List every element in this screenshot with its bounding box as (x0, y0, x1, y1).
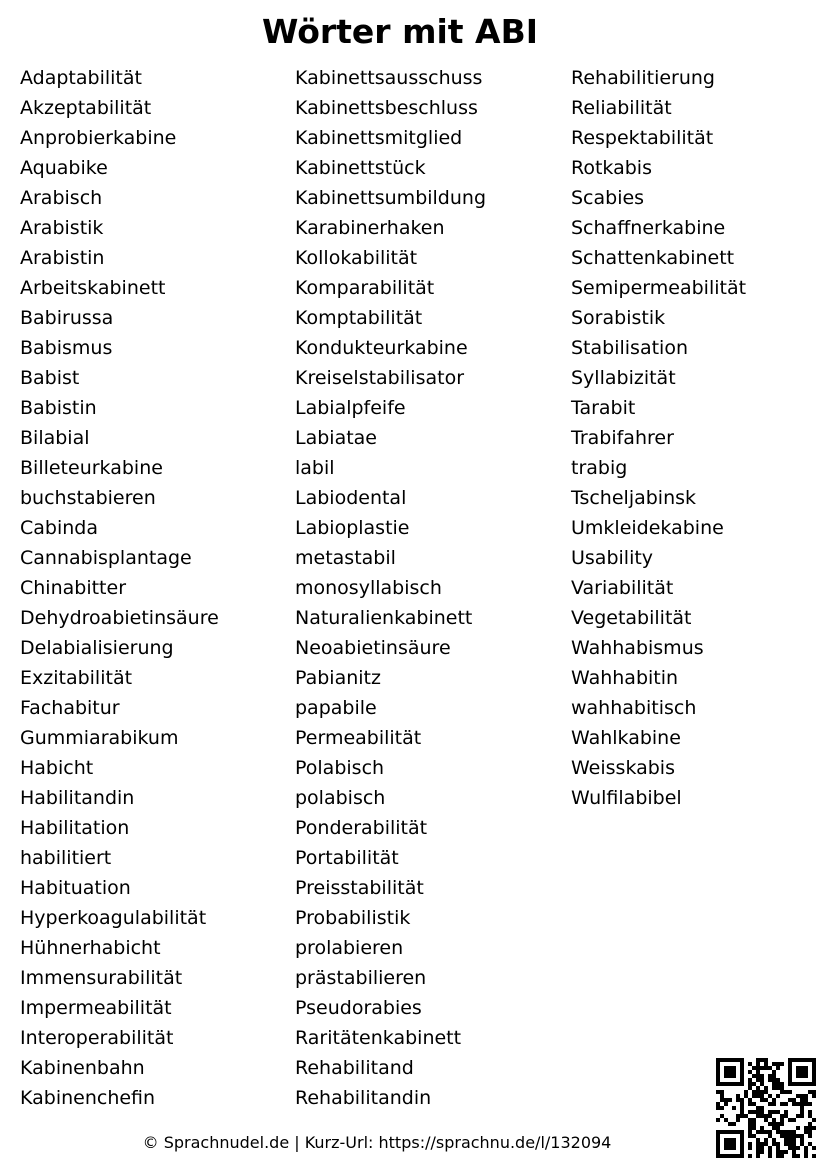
word-item: prolabieren (295, 937, 404, 959)
word-item: Billeteurkabine (20, 457, 163, 479)
word-item: Habicht (20, 757, 94, 779)
footer-credit: © Sprachnudel.de | Kurz-Url: https://sprachnu.de/l/132094 (142, 1133, 612, 1152)
word-item: Naturalienkabinett (295, 607, 473, 629)
word-item: Wahhabismus (571, 637, 704, 659)
word-item: Habilitandin (20, 787, 135, 809)
word-item: Arabistik (20, 217, 104, 239)
word-item: Fachabitur (20, 697, 120, 719)
word-item: Gummiarabikum (20, 727, 179, 749)
word-item: Immensurabilität (20, 967, 183, 989)
word-item: Polabisch (295, 757, 385, 779)
word-column-3 (571, 63, 746, 813)
word-item: Cannabisplantage (20, 547, 192, 569)
word-item: metastabil (295, 547, 396, 569)
word-item: Kabinenbahn (20, 1057, 145, 1079)
qr-code-icon (716, 1058, 816, 1158)
word-item: Vegetabilität (571, 607, 692, 629)
word-item: Rotkabis (571, 157, 652, 179)
word-column-1 (20, 63, 219, 1113)
word-item: Kabinettsausschuss (295, 67, 483, 89)
word-item: Kondukteurkabine (295, 337, 468, 359)
word-item: Reliabilität (571, 97, 672, 119)
word-item: Akzeptabilität (20, 97, 152, 119)
word-item: Schattenkabinett (571, 247, 735, 269)
word-item: Rehabilitand (295, 1057, 414, 1079)
word-item: Rehabilitandin (295, 1087, 432, 1109)
word-item: Arabisch (20, 187, 103, 209)
word-item: Babirussa (20, 307, 114, 329)
word-item: Labialpfeife (295, 397, 406, 419)
word-item: Labiodental (295, 487, 407, 509)
word-item: Komptabilität (295, 307, 423, 329)
word-item: Sorabistik (571, 307, 666, 329)
word-item: Probabilistik (295, 907, 411, 929)
word-item: Rehabilitierung (571, 67, 715, 89)
word-item: Karabinerhaken (295, 217, 445, 239)
word-item: Babistin (20, 397, 97, 419)
word-item: Babismus (20, 337, 113, 359)
word-item: Permeabilität (295, 727, 422, 749)
word-item: trabig (571, 457, 628, 479)
word-item: Ponderabilität (295, 817, 428, 839)
word-item: prästabilieren (295, 967, 427, 989)
word-item: buchstabieren (20, 487, 156, 509)
word-item: Kollokabilität (295, 247, 418, 269)
word-item: Habilitation (20, 817, 130, 839)
word-item: habilitiert (20, 847, 112, 869)
word-item: Weisskabis (571, 757, 675, 779)
word-item: Umkleidekabine (571, 517, 724, 539)
word-item: labil (295, 457, 335, 479)
word-item: Syllabizität (571, 367, 676, 389)
word-item: polabisch (295, 787, 386, 809)
word-item: Trabifahrer (571, 427, 674, 449)
word-item: Tscheljabinsk (571, 487, 697, 509)
word-item: Pseudorabies (295, 997, 422, 1019)
word-item: Exzitabilität (20, 667, 133, 689)
word-item: Neoabietinsäure (295, 637, 451, 659)
word-item: Arabistin (20, 247, 105, 269)
word-item: Hühnerhabicht (20, 937, 161, 959)
word-item: Dehydroabietinsäure (20, 607, 219, 629)
word-item: Kabinettsbeschluss (295, 97, 478, 119)
word-item: Interoperabilität (20, 1027, 174, 1049)
word-item: Komparabilität (295, 277, 435, 299)
word-item: Kabinettsumbildung (295, 187, 487, 209)
word-item: Habituation (20, 877, 131, 899)
word-item: Aquabike (20, 157, 108, 179)
word-item: Schaffnerkabine (571, 217, 726, 239)
word-item: papabile (295, 697, 377, 719)
word-item: Cabinda (20, 517, 98, 539)
word-item: Usability (571, 547, 654, 569)
word-item: Arbeitskabinett (20, 277, 166, 299)
word-item: Kabinenchefin (20, 1087, 156, 1109)
word-item: Variabilität (571, 577, 674, 599)
word-item: Scabies (571, 187, 645, 209)
page-title: Wörter mit ABI (261, 12, 539, 51)
word-item: Labiatae (295, 427, 377, 449)
word-item: Labioplastie (295, 517, 410, 539)
word-column-2 (295, 63, 486, 1113)
word-item: wahhabitisch (571, 697, 697, 719)
word-item: Wahlkabine (571, 727, 681, 749)
word-item: Semipermeabilität (571, 277, 747, 299)
word-item: Wahhabitin (571, 667, 679, 689)
word-item: Babist (20, 367, 80, 389)
word-item: Kabinettsmitglied (295, 127, 463, 149)
word-item: Impermeabilität (20, 997, 172, 1019)
word-item: Bilabial (20, 427, 90, 449)
word-item: Stabilisation (571, 337, 688, 359)
word-item: Chinabitter (20, 577, 127, 599)
word-item: Hyperkoagulabilität (20, 907, 207, 929)
word-item: Portabilität (295, 847, 399, 869)
word-item: Tarabit (571, 397, 636, 419)
word-item: Kabinettstück (295, 157, 426, 179)
word-item: Delabialisierung (20, 637, 174, 659)
word-item: monosyllabisch (295, 577, 442, 599)
word-item: Anprobierkabine (20, 127, 177, 149)
word-item: Respektabilität (571, 127, 714, 149)
word-item: Raritätenkabinett (295, 1027, 462, 1049)
word-item: Kreiselstabilisator (295, 367, 465, 389)
word-item: Pabianitz (295, 667, 381, 689)
word-item: Adaptabilität (20, 67, 142, 89)
word-item: Wulfilabibel (571, 787, 682, 809)
word-item: Preisstabilität (295, 877, 424, 899)
